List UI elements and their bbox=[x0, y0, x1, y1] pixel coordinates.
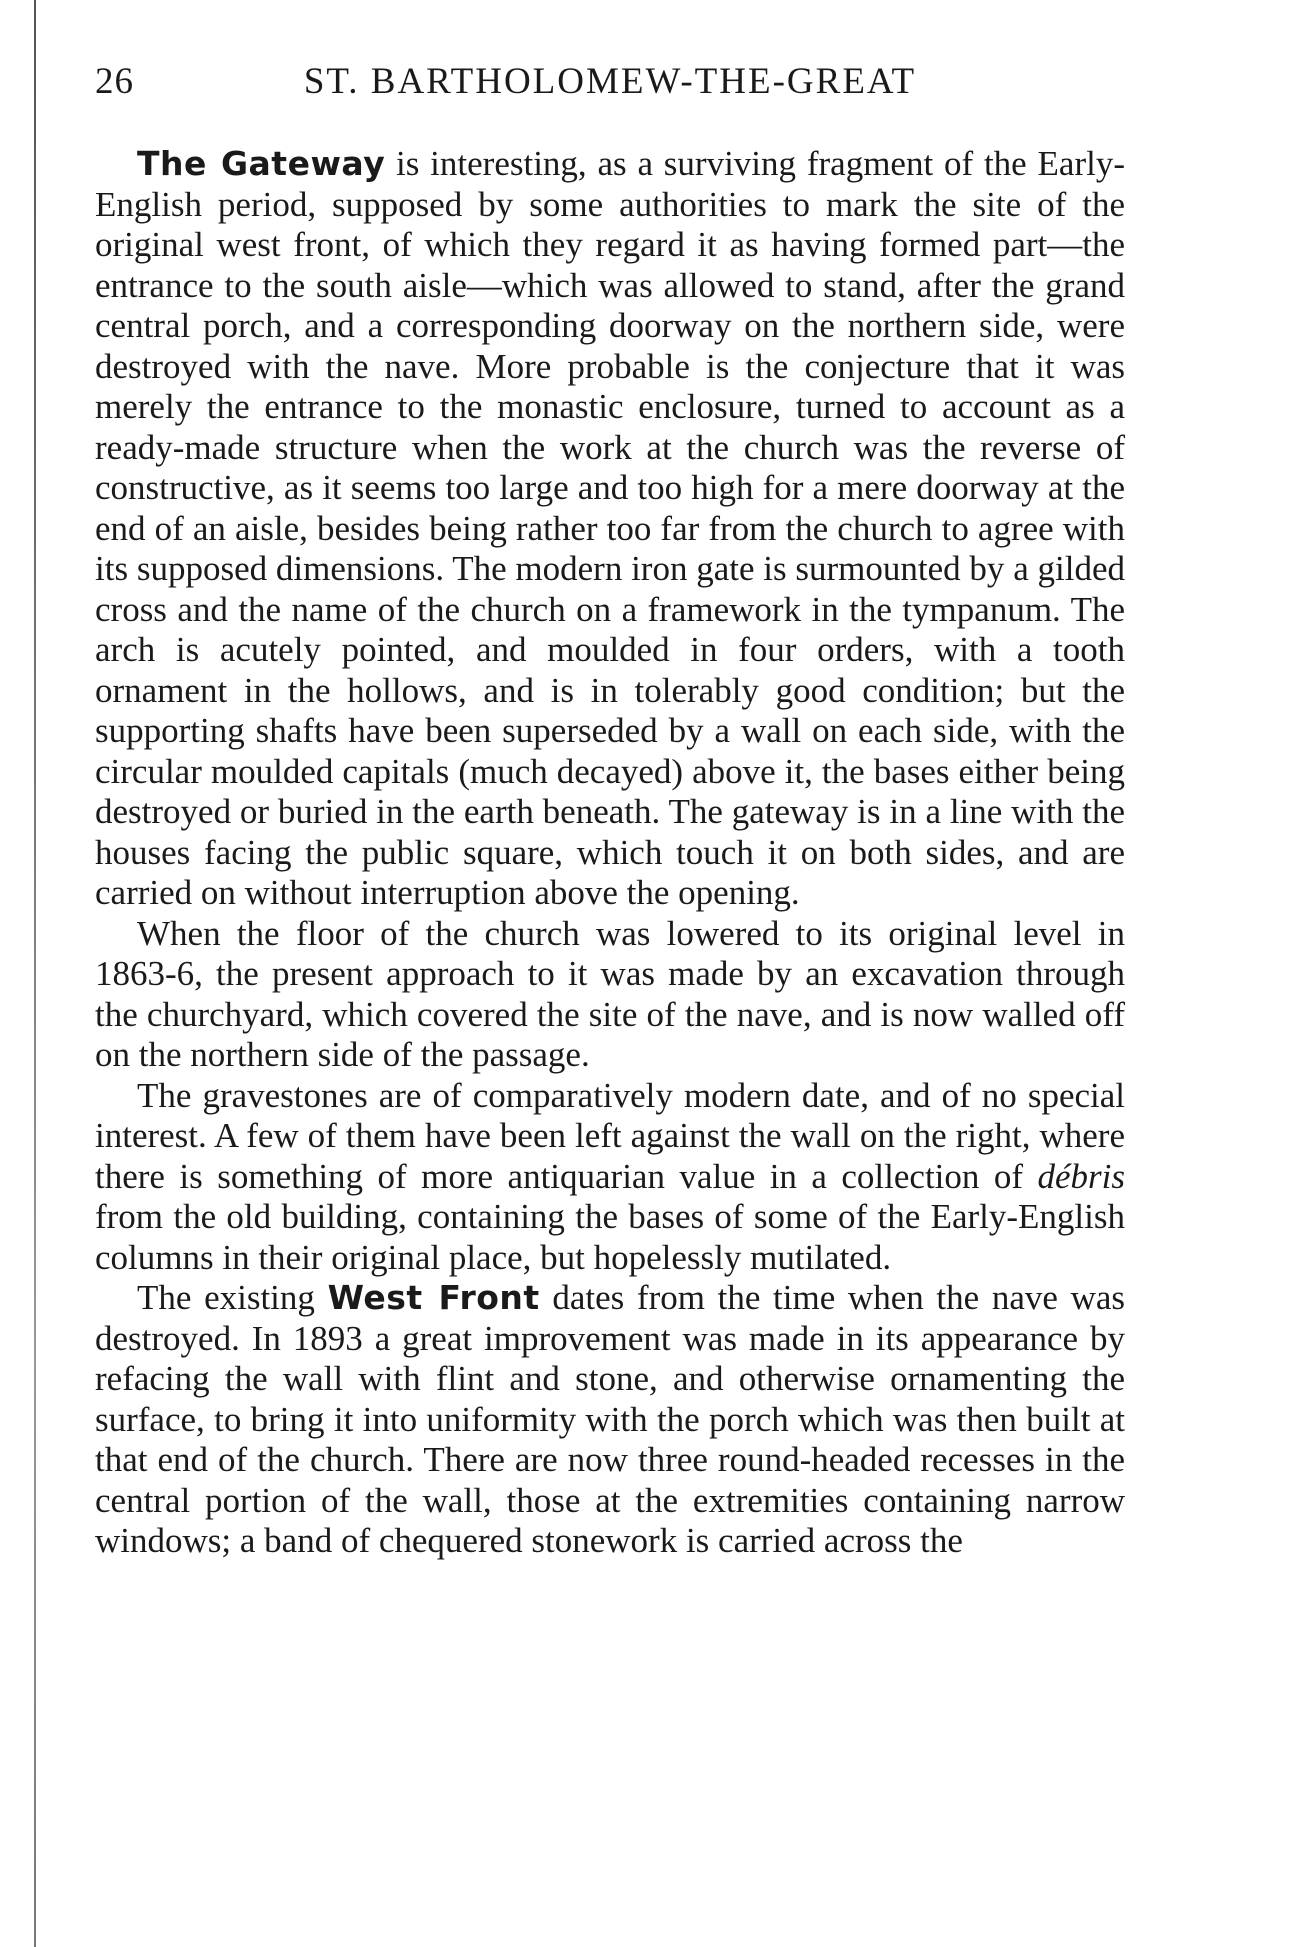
paragraph-text: dates from the time when the nave was destroyed. In 1893 a great improvement was made in its appearance by refacing the wall with flint and stone, and otherwise ornamenting the surface, to bring it into uniformity with the porch which was then built at that end of the church. There are now three round-headed recesses in the central portion of the wall, those at the extremities containing narrow windows; a band of chequered stonework is carried across the bbox=[95, 1278, 1126, 1560]
paragraph-gravestones bbox=[95, 1076, 1125, 1279]
paragraph-text: When the floor of the church was lowered to its original level in 1863-6, the present approach to it was made by an excavation through the churchyard, which covered the site of the nave, and is now walled off on the northern side of the passage. bbox=[95, 913, 1125, 1074]
running-title: ST. BARTHOLOMEW-THE-GREAT bbox=[303, 61, 917, 102]
page-number: 26 bbox=[95, 61, 134, 102]
section-heading-west-front: West Front bbox=[327, 1278, 540, 1317]
italic-term: débris bbox=[1037, 1156, 1125, 1196]
page-header bbox=[95, 60, 1125, 110]
page-binding-edge bbox=[34, 0, 36, 1947]
paragraph-text: is interesting, as a surviving fragment of the Early-English period, supposed by some authorities to mark the site of the original west front, of which they regard it as having formed part—the entrance to the south aisle—which was allowed to stand, after the grand central porch, and a corresponding doorway on the northern side, were destroyed with the nave. More probable is the conjecture that it was merely the entrance to the monastic enclosure, turned to account as a ready-made structure when the work at the church was the reverse of constructive, as it seems too large and too high for a mere doorway at the end of an aisle, besides being rather too far from the church to agree with its supposed dimensions. The modern iron gate is surmounted by a gilded cross and the name of the church on a framework in the tympanum. The arch is acutely pointed, and moulded in four orders, with a tooth ornament in the hollows, and is in tolerably good condition; but the supporting shafts have been superseded by a wall on each side, with the circular moulded capitals (much decayed) above it, the bases either being destroyed or buried in the earth beneath. The gateway is in a line with the houses facing the public square, which touch it on both sides, and are carried on without interruption above the opening. bbox=[95, 144, 1125, 912]
paragraph-gateway bbox=[95, 144, 1125, 914]
body-text bbox=[95, 144, 1125, 1562]
paragraph-text: The existing bbox=[137, 1278, 328, 1317]
paragraph-text: from the old building, containing the bases of some of the Early-English columns in their original place, but hopelessly mutilated. bbox=[95, 1197, 1125, 1277]
section-heading-gateway: The Gateway bbox=[137, 144, 386, 183]
paragraph-west-front bbox=[95, 1278, 1125, 1562]
paragraph-floor bbox=[95, 914, 1125, 1076]
paragraph-text: The gravestones are of comparatively modern date, and of no special interest. A few of them have been left against the wall on the right, where there is something of more antiquarian value in a collection of bbox=[95, 1075, 1125, 1196]
